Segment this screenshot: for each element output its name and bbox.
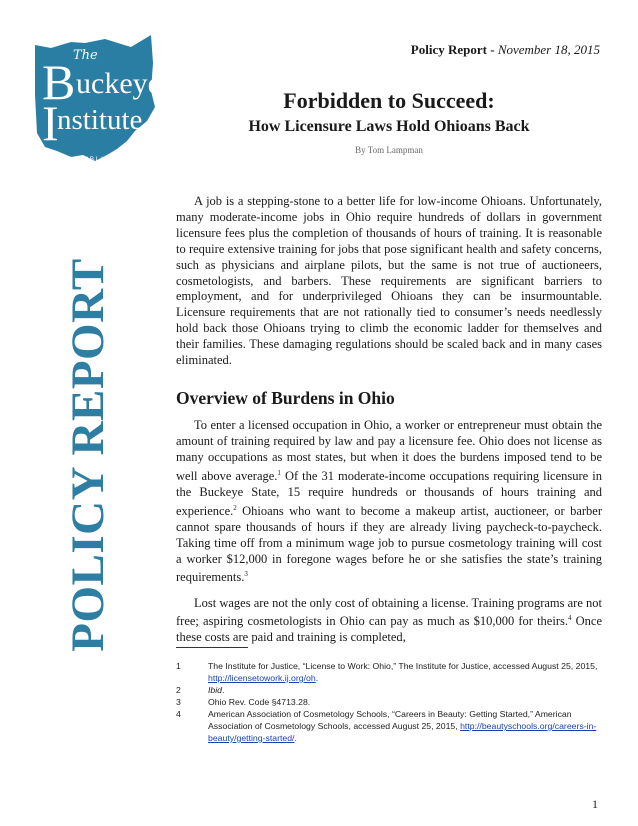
footnote-link[interactable]: http://beautyschools.org/careers-in-beauty/getting-started/ xyxy=(208,721,597,743)
footnote-number: 3 xyxy=(176,697,181,707)
footnote-number: 4 xyxy=(176,709,181,719)
footnote-text xyxy=(208,660,602,684)
report-title: Forbidden to Succeed: xyxy=(283,88,495,113)
report-type: Policy Report - xyxy=(410,42,495,57)
buckeye-institute-logo xyxy=(35,35,163,173)
section-heading: Overview of Burdens in Ohio xyxy=(176,387,395,408)
logo-tagline-1: FOR PUBLIC POLICY xyxy=(55,156,149,163)
footnote-body: The Institute for Justice, “License to Work: Ohio,” The Institute for Justice, accessed August 25, 2015, xyxy=(208,661,598,671)
logo-buckeye: uckeye xyxy=(76,67,161,100)
para3-part-b: Once these costs are paid and training is completed, xyxy=(176,614,602,645)
footnote-divider xyxy=(176,647,248,648)
logo-institute: nstitute xyxy=(57,104,143,136)
logo-i: I xyxy=(42,95,59,151)
lost-wages-paragraph xyxy=(176,596,602,647)
footnote-body: Ibid xyxy=(208,685,223,695)
footnote-number: 1 xyxy=(176,661,181,671)
footnote-ref-1[interactable]: 1 xyxy=(277,468,281,477)
footnote-tail: . xyxy=(222,685,225,695)
para2-part-b: Of the 31 moderate-income occupations requiring licensure in the Buckeye State, 15 require hundreds or thousands of hours training and experience. xyxy=(176,468,602,518)
intro-paragraph: A job is a stepping-stone to a better life for low-income Ohioans. Unfortunately, many moderate-income jobs in Ohio require hundreds of dollars in government licensure fees plus the completion of thousands of hours of training. It is reasonable to require extensive training for jobs that pose significant health and safety concerns, such as physicians and airplane pilots, but the same is not true of auctioneers, cosmetologists, and barbers. These requirements are significant barriers to employment, and for underprivileged Ohioans they can be insurmountable. Licensure requirements that are not rationally tied to consumer’s needs needlessly hold back those Ohioans trying to climb the economic ladder for themselves and their families. These damaging regulations should be scaled back and in many cases eliminated. xyxy=(176,194,602,368)
report-date: November 18, 2015 xyxy=(497,42,600,57)
logo-tagline-2: SOLUTIONS xyxy=(55,166,108,173)
policy-report-vertical-text: POLICY REPORT xyxy=(62,258,114,652)
para3-part-a: Lost wages are not the only cost of obtaining a license. Training programs are not free; aspiring cosmetologists in Ohio can pay as much as $10,000 for theirs. xyxy=(176,595,602,629)
footnote-text xyxy=(208,708,602,744)
footnote-3 xyxy=(176,696,602,708)
footnote-text xyxy=(208,684,602,696)
byline: By Tom Lampman xyxy=(355,145,423,155)
report-subtitle: How Licensure Laws Hold Ohioans Back xyxy=(248,118,530,135)
policy-report-sidebar xyxy=(62,190,114,720)
footnote-ref-2[interactable]: 2 xyxy=(233,503,237,512)
footnote-ref-3[interactable]: 3 xyxy=(244,570,248,579)
footnote-tail: . xyxy=(315,673,319,683)
footnote-number: 2 xyxy=(176,685,181,695)
footnote-link[interactable]: http://licensetowork.ij.org/oh xyxy=(208,673,316,683)
logo-the: The xyxy=(73,48,98,63)
footnote-body: American Association of Cosmetology Schools, “Careers in Beauty: Getting Started,” American Association of Cosmetology Schools, accessed August 25, 2015, xyxy=(208,709,572,731)
footnote-tail: . xyxy=(294,733,297,743)
para2-part-a: To enter a licensed occupation in Ohio, a worker or entrepreneur must obtain the amount of training required by law and pay a licensure fee. Ohio does not license as many occupations as most states, but when it does the burdens imposed tend to be well above average. xyxy=(176,417,602,483)
report-header xyxy=(411,42,600,58)
page-number: 1 xyxy=(592,797,598,811)
logo-b: B xyxy=(42,54,76,110)
report-body xyxy=(176,194,602,646)
footnote-text: Ohio Rev. Code §4713.28. xyxy=(208,697,311,707)
para2-part-c: Ohioans who want to become a makeup artist, auctioneer, or barber cannot spare thousands of hours if they are already living paycheck-to-paycheck. Taking time off from a minimum wage job to pursue cosmetology training will cost a worker $12,000 in foregone wages before he or she satisfies the state’s training requirements. xyxy=(176,503,602,585)
footnote-4 xyxy=(176,708,602,744)
footnote-1 xyxy=(176,660,602,684)
footnotes xyxy=(176,660,602,744)
burdens-paragraph xyxy=(176,418,602,587)
footnote-ref-4[interactable]: 4 xyxy=(567,614,572,623)
footnote-2 xyxy=(176,684,602,696)
